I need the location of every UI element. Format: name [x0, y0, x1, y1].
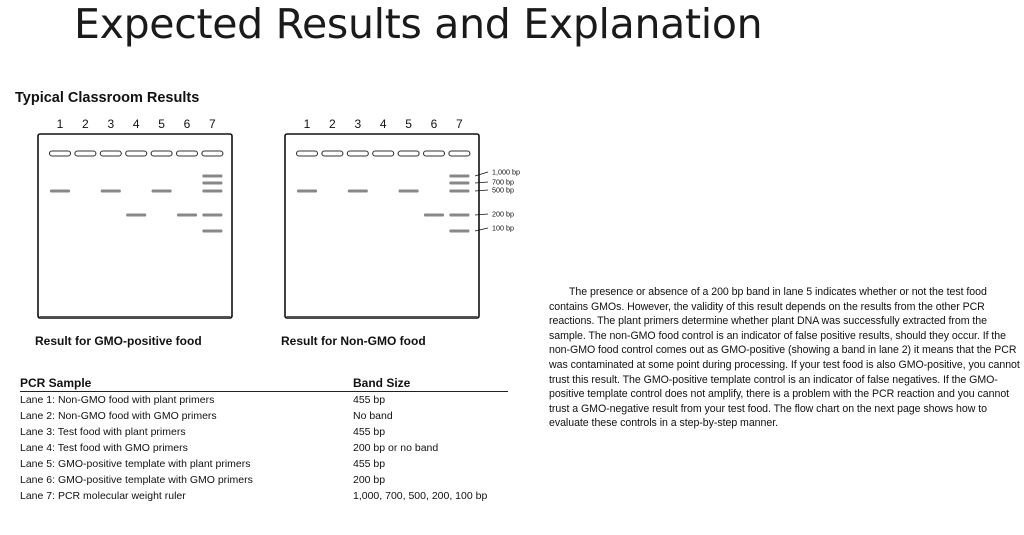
gel-band — [101, 190, 121, 193]
gel-band — [424, 214, 444, 217]
lane-number: 2 — [82, 117, 89, 131]
marker-label: 1,000 bp — [492, 167, 520, 177]
gel-image-non-gmo — [282, 116, 542, 321]
lane-number: 3 — [354, 117, 362, 131]
table-row — [20, 472, 508, 488]
gel-well — [297, 151, 318, 156]
band-size-cell: 200 bp or no band — [353, 442, 439, 454]
gel-body — [38, 134, 232, 318]
gel-band — [202, 182, 222, 185]
band-size-cell: 455 bp — [353, 394, 386, 406]
gel-well — [373, 151, 394, 156]
band-size-cell: 200 bp — [353, 474, 386, 486]
pcr-sample-cell: Lane 6: GMO-positive template with GMO primers — [20, 474, 253, 486]
band-size-cell: 455 bp — [353, 458, 386, 470]
pcr-sample-cell: Lane 2: Non-GMO food with GMO primers — [20, 410, 217, 422]
gel-well — [347, 151, 368, 156]
gel-band — [348, 190, 368, 193]
gel-band — [202, 175, 222, 178]
gel-well — [50, 151, 71, 156]
explanation-paragraph: The presence or absence of a 200 bp band in lane 5 indicates whether or not the test food contains GMOs. However, the validity of this result depends on the results from the other PCR reactions. The plant primers determine whether plant DNA was successfully extracted from the sample. The non-GMO food control is an indicator of false positive results, should they occur. If the non-GMO food control comes out as GMO-positive (showing a band in lane 2) it means that the PCR was contaminated at some point during processing. If your test food is also GMO-positive, you cannot trust this result. The GMO-positive template control is an indicator of false negatives. If the GMO-positive template control does not amplify, there is a problem with the PCR reaction and you cannot trust a GMO-negative result from your test food. The flow chart on the next page shows how to evaluate these controls in a step-by-step manner. — [549, 286, 1020, 430]
gel-band — [449, 214, 469, 217]
gel-well — [424, 151, 445, 156]
gel-well — [100, 151, 121, 156]
gel-band — [202, 190, 222, 193]
gel-image-gmo-positive — [35, 116, 275, 321]
marker-label: 700 bp — [492, 177, 514, 187]
gel-band — [449, 182, 469, 185]
lane-number: 6 — [430, 117, 438, 131]
gel-well — [75, 151, 96, 156]
marker-label: 500 bp — [492, 185, 514, 195]
gel-band — [399, 190, 419, 193]
table-header-row — [20, 376, 508, 392]
gel-well — [151, 151, 172, 156]
lane-number: 1 — [56, 117, 64, 131]
gel-caption-gmo-positive: Result for GMO-positive food — [35, 334, 202, 348]
marker-label: 100 bp — [492, 223, 514, 233]
lane-number: 7 — [456, 117, 463, 131]
table-row — [20, 424, 508, 440]
gel-well — [202, 151, 223, 156]
column-header-pcr-sample: PCR Sample — [20, 376, 353, 392]
gel-band — [152, 190, 172, 193]
lane-number: 4 — [379, 117, 387, 131]
lane-number: 7 — [209, 117, 216, 131]
lane-number: 3 — [107, 117, 115, 131]
table-row — [20, 456, 508, 472]
gel-well — [322, 151, 343, 156]
lane-number: 5 — [158, 117, 165, 131]
lane-number: 1 — [303, 117, 311, 131]
column-header-band-size: Band Size — [353, 376, 508, 392]
band-size-cell: 1,000, 700, 500, 200, 100 bp — [353, 490, 488, 502]
gel-caption-non-gmo: Result for Non-GMO food — [281, 334, 426, 348]
gel-band — [449, 175, 469, 178]
lane-number: 5 — [405, 117, 412, 131]
pcr-sample-table — [20, 376, 508, 504]
gel-band — [177, 214, 197, 217]
gel-band — [50, 190, 70, 193]
gel-well — [126, 151, 147, 156]
gel-band — [126, 214, 146, 217]
lane-number: 6 — [183, 117, 191, 131]
gel-band — [202, 214, 222, 217]
pcr-sample-cell: Lane 7: PCR molecular weight ruler — [20, 490, 186, 502]
slide-title: Expected Results and Explanation — [74, 0, 763, 48]
lane-number: 4 — [132, 117, 140, 131]
gel-well — [449, 151, 470, 156]
gel-body — [285, 134, 479, 318]
pcr-sample-cell: Lane 4: Test food with GMO primers — [20, 442, 188, 454]
gel-well — [398, 151, 419, 156]
band-size-cell: 455 bp — [353, 426, 386, 438]
pcr-sample-cell: Lane 1: Non-GMO food with plant primers — [20, 394, 215, 406]
gel-well — [177, 151, 198, 156]
lane-number: 2 — [329, 117, 336, 131]
gel-band — [449, 230, 469, 233]
table-row — [20, 488, 508, 504]
gel-band — [297, 190, 317, 193]
table-row — [20, 392, 508, 409]
pcr-sample-cell: Lane 5: GMO-positive template with plant primers — [20, 458, 251, 470]
band-size-cell: No band — [353, 410, 393, 422]
gel-band — [449, 190, 469, 193]
table-row — [20, 440, 508, 456]
marker-label: 200 bp — [492, 209, 514, 219]
pcr-sample-cell: Lane 3: Test food with plant primers — [20, 426, 186, 438]
gel-band — [202, 230, 222, 233]
figure-heading: Typical Classroom Results — [15, 90, 200, 106]
table-row — [20, 408, 508, 424]
